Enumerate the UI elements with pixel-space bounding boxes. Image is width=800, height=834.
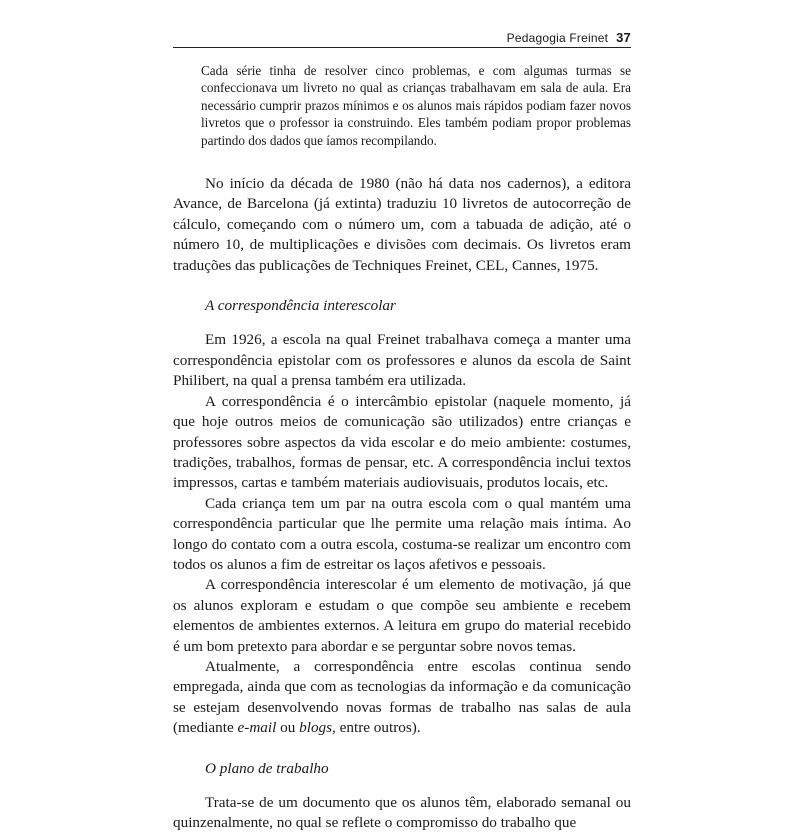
block-quote: Cada série tinha de resolver cinco problemas, e com algumas turmas se confeccionava um livreto no qual as crianças trabalhavam em sala de aula. Era necessário cumprir prazos mínimos e os alunos mais rápidos podiam fazer novos livretos que o professor ia construindo. Eles também podiam propor problemas partindo dos dados que íamos recompilando. (201, 63, 631, 148)
body-text (173, 174, 631, 834)
running-header-title: Pedagogia Freinet (506, 31, 609, 45)
text-run: ou (276, 719, 300, 737)
text-run: , entre outros). (332, 719, 421, 737)
section-heading-plano-de-trabalho: O plano de trabalho (205, 759, 329, 777)
paragraph: Trata-se de um documento que os alunos têm, elaborado semanal ou quinzenalmente, no qual se reflete o compromisso do trabalho que (173, 794, 631, 832)
book-page (173, 30, 631, 834)
emphasis-email: e-mail (237, 719, 277, 737)
paragraph: A correspondência interescolar é um elemento de motivação, já que os alunos exploram e estudam o que compõe seu ambiente e recebem elementos de ambientes externos. A leitura em grupo do material recebido é um bom pretexto para abordar e se perguntar sobre novos temas. (173, 576, 631, 655)
page-number: 37 (616, 30, 631, 45)
paragraph: A correspondência é o intercâmbio epistolar (naquele momento, já que hoje outros meios de comunicação são utilizados) entre crianças e professores sobre aspectos da vida escolar e do meio ambiente: costumes, tradições, trabalhos, formas de pensar, etc. A correspondência inclui textos impressos, cartas e também materiais audiovisuais, produtos locais, etc. (173, 392, 631, 492)
section-heading-correspondencia: A correspondência interescolar (205, 297, 396, 315)
text-run: Atualmente, a correspondência entre escolas continua sendo empregada, ainda que com as tecnologias da informação e da comunicação se estejam desenvolvendo novas formas de trabalho nas salas de aula (mediante (173, 657, 631, 737)
paragraph (173, 657, 631, 739)
paragraph: Cada criança tem um par na outra escola com o qual mantém uma correspondência particular que lhe permite uma relação mais íntima. Ao longo do contato com a outra escola, costuma-se realizar um encontro com todos os alunos a fim de estreitar os laços afetivos e pessoais. (173, 494, 631, 573)
running-header (173, 30, 631, 48)
emphasis-blogs: blogs (299, 719, 333, 737)
paragraph: Em 1926, a escola na qual Freinet trabalhava começa a manter uma correspondência epistolar com os professores e alunos da escola de Saint Philibert, na qual a prensa também era utilizada. (173, 331, 631, 390)
paragraph: No início da década de 1980 (não há data nos cadernos), a editora Avance, de Barcelona (já extinta) traduziu 10 livretos de autocorreção de cálculo, começando com o número um, com a tabuada de adição, até o número 10, de multiplicações e divisões com decimais. Os livretos eram traduções das publicações de Techniques Freinet, CEL, Cannes, 1975. (173, 175, 631, 274)
